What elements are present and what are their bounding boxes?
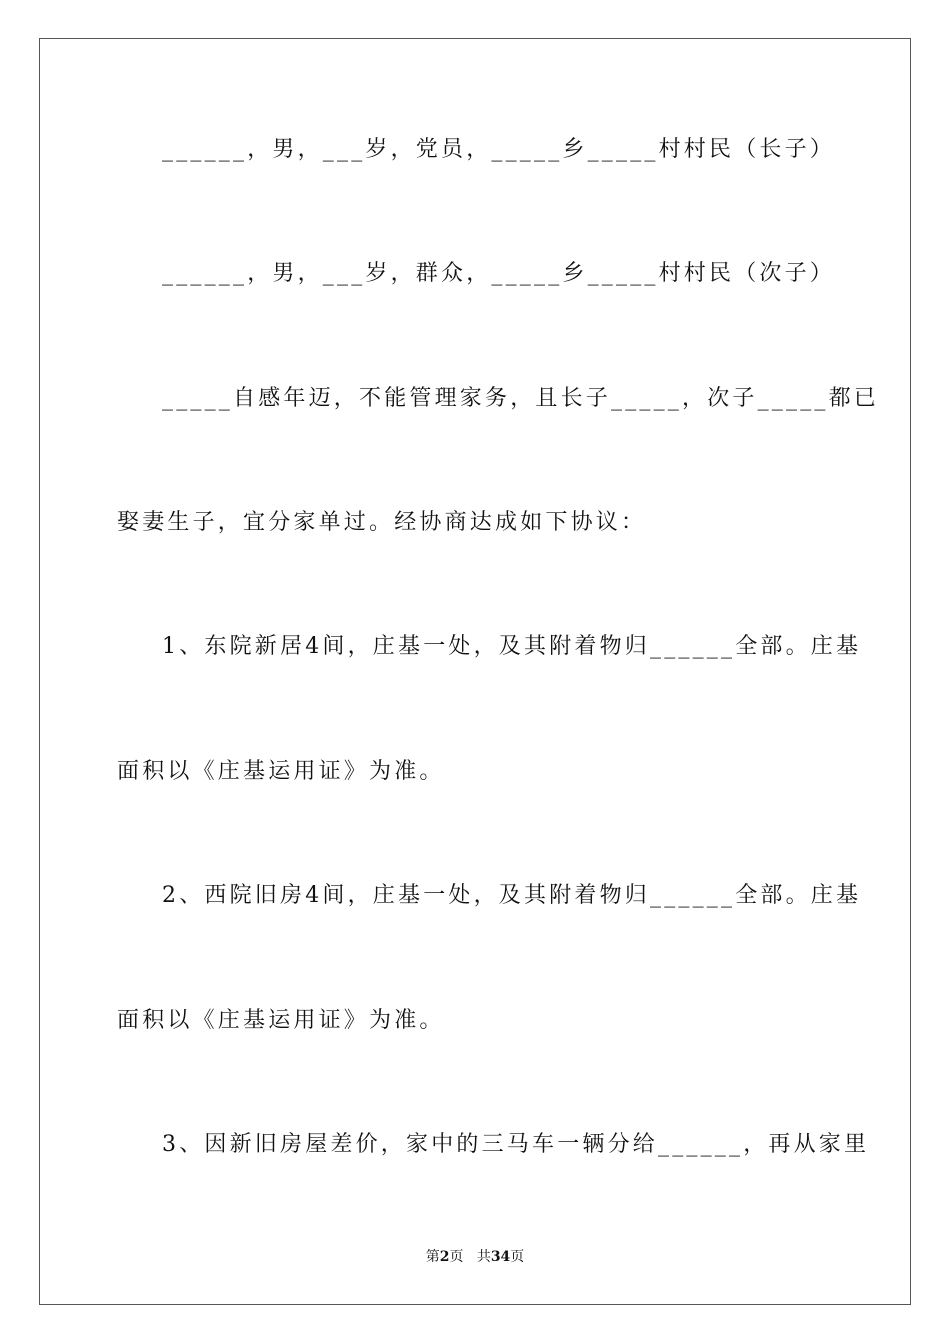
page-footer [0,1247,950,1267]
total-pages: 34 [490,1249,511,1265]
paragraph-line: ______，男，___岁，群众，_____乡_____村村民（次子） [162,261,836,286]
paragraph-line: 面积以《庄基运用证》为准。 [117,759,445,784]
page-suffix: 页 [449,1249,464,1265]
page-border [39,38,911,1305]
page-prefix: 第 [425,1249,440,1265]
page-number: 2 [439,1249,450,1265]
total-prefix: 共 [476,1249,491,1265]
paragraph-line: 3、因新旧房屋差价，家中的三马车一辆分给______，再从家里 [162,1132,870,1157]
paragraph-line: 娶妻生子，宜分家单过。经协商达成如下协议： [117,510,647,535]
paragraph-line: _____自感年迈，不能管理家务，且长子_____，次子_____都已 [162,386,880,411]
paragraph-line: ______，男，___岁，党员，_____乡_____村村民（长子） [162,137,836,162]
paragraph-line: 面积以《庄基运用证》为准。 [117,1008,445,1033]
total-suffix: 页 [510,1249,525,1265]
paragraph-line: 1、东院新居4间，庄基一处，及其附着物归______全部。庄基 [162,634,862,659]
paragraph-line: 2、西院旧房4间，庄基一处，及其附着物归______全部。庄基 [162,883,862,908]
